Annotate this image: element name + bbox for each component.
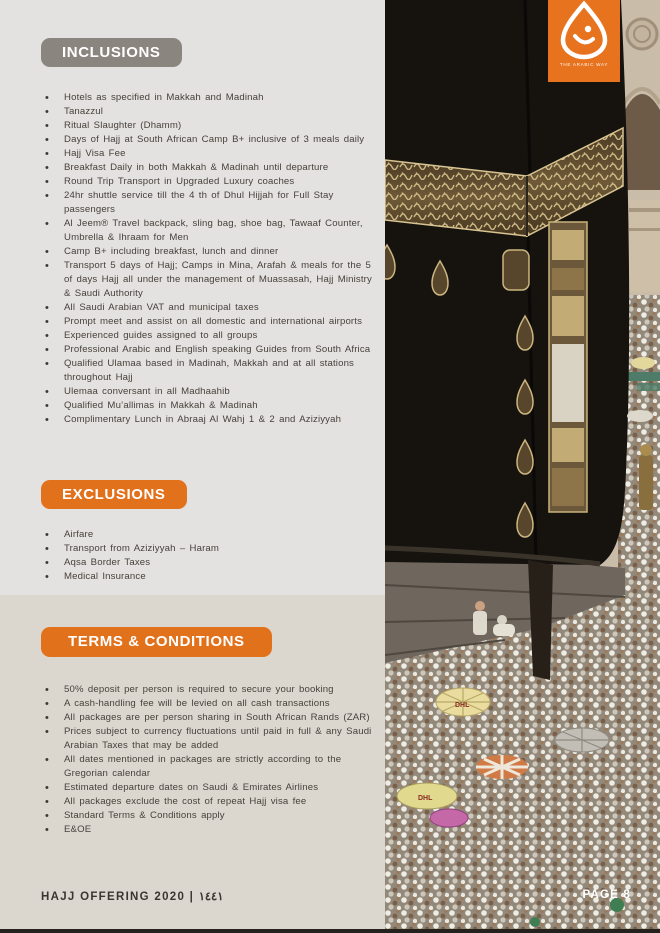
list-item: • Transport from Aziziyyah – Haram — [41, 542, 377, 556]
list-item: • Experienced guides assigned to all groups — [41, 329, 377, 343]
terms-section-badge: TERMS & CONDITIONS — [41, 627, 272, 657]
list-item: • Qualified Ulamaa based in Madinah, Makkah and at all stations throughout Hajj — [41, 357, 377, 385]
inclusions-exclusions-section — [41, 38, 377, 584]
kaaba-door-curtain — [549, 222, 587, 512]
list-item: • Round Trip Transport in Upgraded Luxury coaches — [41, 175, 377, 189]
list-item: • Ritual Slaughter (Dhamm) — [41, 119, 377, 133]
list-item: • Qualified Mu’allimas in Makkah & Madinah — [41, 399, 377, 413]
list-item: • Transport 5 days of Hajj; Camps in Mina, Arafah & meals for the 5 of days Hajj all under the management of Muassasah, Hajj Ministry & Saudi Authority — [41, 259, 377, 301]
list-item: • Breakfast Daily in both Makkah & Madinah until departure — [41, 161, 377, 175]
company-logo — [548, 0, 620, 82]
list-item: • Tanazzul — [41, 105, 377, 119]
footer-title: HAJJ OFFERING 2020 | ١٤٤١ — [41, 891, 224, 903]
inclusions-list — [41, 91, 377, 427]
list-item: • Hotels as specified in Makkah and Madinah — [41, 91, 377, 105]
list-item: • Medical Insurance — [41, 570, 377, 584]
kaaba-photo — [385, 0, 660, 933]
list-item: • Days of Hajj at South African Camp B+ inclusive of 3 meals daily — [41, 133, 377, 147]
list-item: • Standard Terms & Conditions apply — [41, 809, 389, 823]
logo-calligraphy-icon — [548, 0, 620, 60]
list-item: • Hajj Visa Fee — [41, 147, 377, 161]
list-item: • Airfare — [41, 528, 377, 542]
list-item: • Camp B+ including breakfast, lunch and dinner — [41, 245, 377, 259]
list-item: • Estimated departure dates on Saudi & Emirates Airlines — [41, 781, 389, 795]
list-item: • All packages exclude the cost of repeat Hajj visa fee — [41, 795, 389, 809]
page-number: PAGE 8 — [582, 889, 631, 901]
list-item: • 50% deposit per person is required to secure your booking — [41, 683, 389, 697]
list-item: • E&OE — [41, 823, 389, 837]
list-item: • Professional Arabic and English speaking Guides from South Africa — [41, 343, 377, 357]
list-item: • Prompt meet and assist on all domestic and international airports — [41, 315, 377, 329]
svg-text:DHL: DHL — [418, 795, 433, 802]
terms-section — [41, 627, 389, 837]
exclusions-list — [41, 528, 377, 584]
list-item: • All dates mentioned in packages are strictly according to the Gregorian calendar — [41, 753, 389, 781]
list-item: • All Saudi Arabian VAT and municipal taxes — [41, 301, 377, 315]
bottom-edge-bar — [0, 929, 660, 933]
list-item: • A cash-handling fee will be levied on all cash transactions — [41, 697, 389, 711]
list-item: • Complimentary Lunch in Abraaj Al Wahj 1 & 2 and Aziziyyah — [41, 413, 377, 427]
list-item: • Ulemaa conversant in all Madhaahib — [41, 385, 377, 399]
list-item: • Prices subject to currency fluctuations until paid in full & any Saudi Arabian Taxes that may be added — [41, 725, 389, 753]
terms-list — [41, 683, 389, 837]
svg-text:DHL: DHL — [455, 702, 470, 709]
list-item: • Al Jeem® Travel backpack, sling bag, shoe bag, Tawaaf Counter, Umbrella & Ihraam for Men — [41, 217, 377, 245]
exclusions-section-badge: EXCLUSIONS — [41, 480, 187, 509]
list-item: • Aqsa Border Taxes — [41, 556, 377, 570]
list-item: • 24hr shuttle service till the 4 th of Dhul Hijjah for Full Stay passengers — [41, 189, 377, 217]
logo-caption: THE ARABIC WAY — [559, 62, 609, 67]
inclusions-section-badge: INCLUSIONS — [41, 38, 182, 67]
list-item: • All packages are per person sharing in South African Rands (ZAR) — [41, 711, 389, 725]
